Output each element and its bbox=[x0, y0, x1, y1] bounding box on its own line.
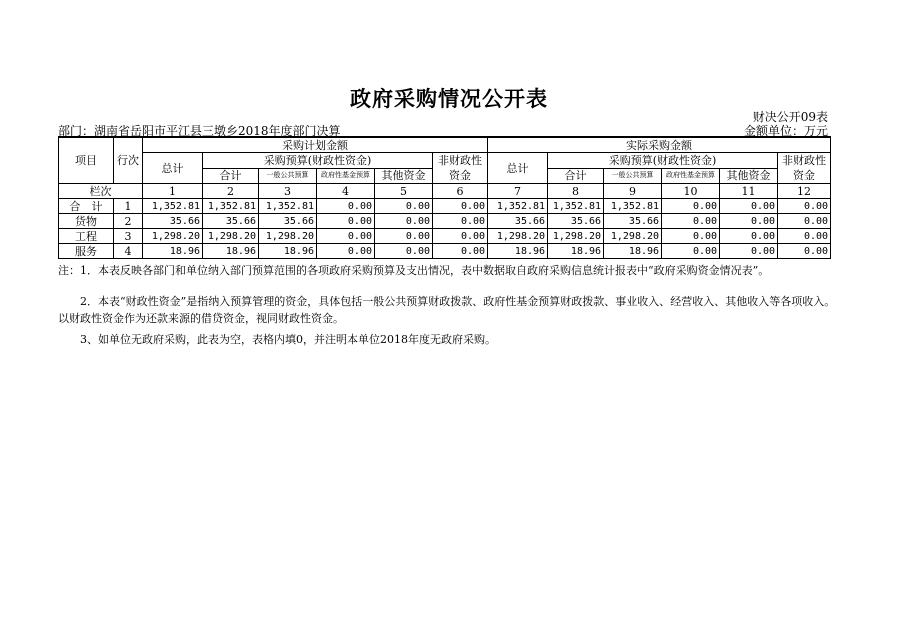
amount-cell: 1,352.81 bbox=[548, 199, 604, 214]
header-planned-total: 总计 bbox=[143, 153, 203, 184]
amount-cell: 35.66 bbox=[143, 214, 203, 229]
amount-cell: 1,298.20 bbox=[488, 229, 548, 244]
col-number: 4 bbox=[317, 184, 375, 199]
col-number: 11 bbox=[720, 184, 778, 199]
amount-cell: 0.00 bbox=[778, 244, 831, 259]
row-label: 货物 bbox=[59, 214, 114, 229]
amount-cell: 0.00 bbox=[375, 244, 433, 259]
page-title: 政府采购情况公开表 bbox=[350, 86, 548, 111]
amount-cell: 18.96 bbox=[143, 244, 203, 259]
amount-cell: 1,298.20 bbox=[143, 229, 203, 244]
amount-cell: 0.00 bbox=[433, 214, 488, 229]
amount-cell: 0.00 bbox=[662, 244, 720, 259]
amount-cell: 0.00 bbox=[433, 229, 488, 244]
amount-cell: 0.00 bbox=[720, 199, 778, 214]
amount-cell: 35.66 bbox=[548, 214, 604, 229]
header-actual-total: 总计 bbox=[488, 153, 548, 184]
amount-cell: 1,352.81 bbox=[259, 199, 317, 214]
header-planned-budget: 采购预算(财政性资金) bbox=[203, 153, 433, 169]
col-number: 3 bbox=[259, 184, 317, 199]
row-label: 服务 bbox=[59, 244, 114, 259]
amount-cell: 0.00 bbox=[778, 229, 831, 244]
header-actual-subtotal: 合计 bbox=[548, 168, 604, 184]
amount-cell: 0.00 bbox=[433, 244, 488, 259]
column-number-row bbox=[59, 184, 831, 199]
header-actual-gov-fund: 政府性基金预算 bbox=[662, 168, 720, 184]
amount-cell: 1,298.20 bbox=[259, 229, 317, 244]
procurement-table bbox=[58, 136, 831, 259]
col-number: 6 bbox=[433, 184, 488, 199]
amount-cell: 35.66 bbox=[259, 214, 317, 229]
header-planned-nonfiscal: 非财政性资金 bbox=[433, 153, 488, 184]
header-actual-general-budget: 一般公共预算 bbox=[604, 168, 662, 184]
amount-cell: 18.96 bbox=[604, 244, 662, 259]
header-planned-other: 其他资金 bbox=[375, 168, 433, 184]
amount-cell: 18.96 bbox=[259, 244, 317, 259]
header-actual-nonfiscal: 非财政性资金 bbox=[778, 153, 831, 184]
header-item: 项目 bbox=[59, 137, 114, 184]
amount-cell: 0.00 bbox=[720, 244, 778, 259]
amount-cell: 1,298.20 bbox=[548, 229, 604, 244]
amount-cell: 0.00 bbox=[778, 199, 831, 214]
row-label: 工程 bbox=[59, 229, 114, 244]
row-number: 1 bbox=[114, 199, 143, 214]
note-1: 注：1．本表反映各部门和单位纳入部门预算范围的各项政府采购预算及支出情况，表中数据取自政府采购信息统计报表中“政府采购资金情况表”。 bbox=[58, 264, 770, 277]
amount-cell: 18.96 bbox=[548, 244, 604, 259]
row-number: 4 bbox=[114, 244, 143, 259]
amount-cell: 1,352.81 bbox=[488, 199, 548, 214]
amount-cell: 0.00 bbox=[375, 229, 433, 244]
header-planned-general-budget: 一般公共预算 bbox=[259, 168, 317, 184]
amount-cell: 0.00 bbox=[720, 214, 778, 229]
amount-cell: 0.00 bbox=[662, 229, 720, 244]
amount-cell: 0.00 bbox=[375, 199, 433, 214]
table-row bbox=[59, 244, 831, 259]
amount-cell: 0.00 bbox=[662, 214, 720, 229]
form-code: 财决公开09表 bbox=[752, 110, 828, 124]
row-label: 合 计 bbox=[59, 199, 114, 214]
amount-cell: 0.00 bbox=[433, 199, 488, 214]
amount-cell: 35.66 bbox=[604, 214, 662, 229]
amount-cell: 18.96 bbox=[203, 244, 259, 259]
col-number: 12 bbox=[778, 184, 831, 199]
header-planned-gov-fund: 政府性基金预算 bbox=[317, 168, 375, 184]
header-actual-budget: 采购预算(财政性资金) bbox=[548, 153, 778, 169]
header-actual-other: 其他资金 bbox=[720, 168, 778, 184]
amount-cell: 0.00 bbox=[317, 229, 375, 244]
amount-cell: 35.66 bbox=[203, 214, 259, 229]
col-number: 7 bbox=[488, 184, 548, 199]
amount-cell: 0.00 bbox=[317, 244, 375, 259]
table-row bbox=[59, 199, 831, 214]
amount-cell: 18.96 bbox=[488, 244, 548, 259]
row-number: 2 bbox=[114, 214, 143, 229]
unit-label: 金额单位：万元 bbox=[743, 124, 828, 138]
header-planned: 采购计划金额 bbox=[143, 137, 488, 153]
header-actual: 实际采购金额 bbox=[488, 137, 831, 153]
col-number: 9 bbox=[604, 184, 662, 199]
department-label: 部门：湖南省岳阳市平江县三墩乡2018年度部门决算 bbox=[58, 124, 341, 138]
header-row-no: 行次 bbox=[114, 137, 143, 184]
col-number: 1 bbox=[143, 184, 203, 199]
amount-cell: 0.00 bbox=[720, 229, 778, 244]
row-number: 3 bbox=[114, 229, 143, 244]
table-row bbox=[59, 229, 831, 244]
amount-cell: 1,352.81 bbox=[143, 199, 203, 214]
col-number: 5 bbox=[375, 184, 433, 199]
amount-cell: 35.66 bbox=[488, 214, 548, 229]
amount-cell: 0.00 bbox=[662, 199, 720, 214]
col-number: 2 bbox=[203, 184, 259, 199]
col-number: 10 bbox=[662, 184, 720, 199]
note-3: 3、如单位无政府采购，此表为空，表格内填0，并注明本单位2018年度无政府采购。 bbox=[58, 333, 496, 346]
header-planned-subtotal: 合计 bbox=[203, 168, 259, 184]
amount-cell: 0.00 bbox=[778, 214, 831, 229]
col-number: 8 bbox=[548, 184, 604, 199]
amount-cell: 0.00 bbox=[317, 214, 375, 229]
amount-cell: 1,298.20 bbox=[203, 229, 259, 244]
note-2: 2．本表“财政性资金”是指纳入预算管理的资金，具体包括一般公共预算财政拨款、政府性基金预算财政拨款、事业收入、经营收入、其他收入等各项收入。以财政性资金作为还款来源的借贷资金，视同财政性资金。 bbox=[58, 295, 836, 325]
amount-cell: 0.00 bbox=[375, 214, 433, 229]
table-row bbox=[59, 214, 831, 229]
amount-cell: 1,352.81 bbox=[604, 199, 662, 214]
amount-cell: 0.00 bbox=[317, 199, 375, 214]
amount-cell: 1,352.81 bbox=[203, 199, 259, 214]
col-no-label: 栏次 bbox=[59, 184, 143, 199]
amount-cell: 1,298.20 bbox=[604, 229, 662, 244]
